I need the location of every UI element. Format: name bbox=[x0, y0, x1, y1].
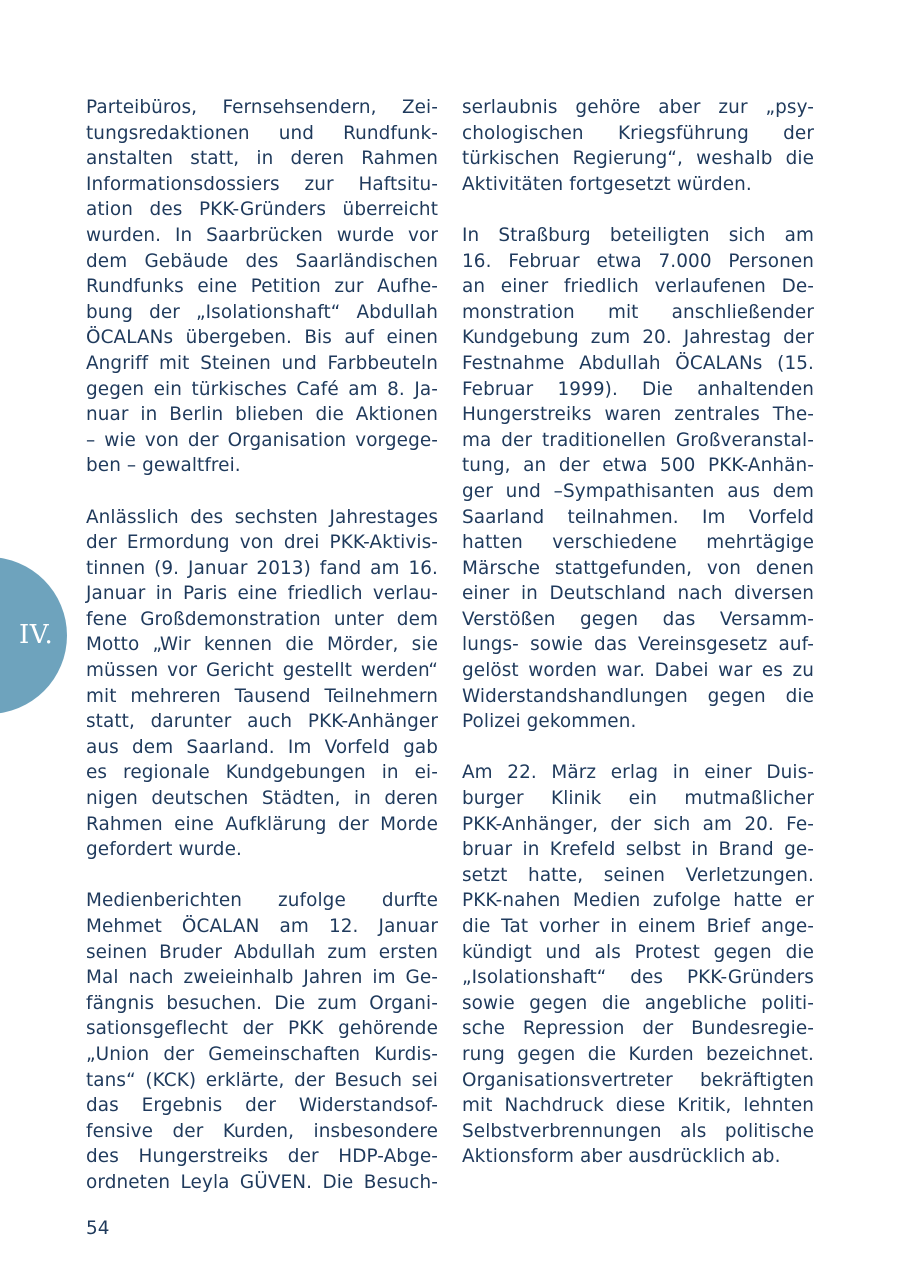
chapter-label: IV. bbox=[19, 620, 54, 650]
paragraph bbox=[462, 760, 814, 1170]
text-line: kündigt und als Protest gegen die bbox=[462, 941, 814, 963]
text-line: Widerstandshandlungen gegen die bbox=[462, 685, 814, 707]
text-line: Kundgebung zum 20. Jahrestag der bbox=[462, 327, 814, 349]
text-line: setzt hatte, seinen Verletzungen. bbox=[462, 864, 814, 886]
text-line: sationsgeflecht der PKK gehörende bbox=[86, 1018, 438, 1040]
text-line: Aktivitäten fortgesetzt würden. bbox=[462, 173, 752, 195]
text-line: ÖCALANs übergeben. Bis auf einen bbox=[86, 327, 438, 349]
text-line: tinnen (9. Januar 2013) fand am 16. bbox=[86, 557, 438, 579]
text-line: sowie gegen die angebliche politi- bbox=[462, 992, 814, 1014]
text-line: Am 22. März erlag in einer Duis- bbox=[462, 762, 814, 784]
text-line: an einer friedlich verlaufenen De- bbox=[462, 276, 814, 298]
text-line: Februar 1999). Die anhaltenden bbox=[462, 378, 814, 400]
right-column bbox=[462, 95, 814, 1170]
text-line: gefordert wurde. bbox=[86, 839, 242, 861]
text-line: „Isolationshaft“ des PKK-Gründers bbox=[462, 967, 814, 989]
text-line: Januar in Paris eine friedlich verlau- bbox=[86, 583, 438, 605]
text-line: seinen Bruder Abdullah zum ersten bbox=[86, 941, 438, 963]
text-line: 16. Februar etwa 7.000 Personen bbox=[462, 250, 814, 272]
text-line: tungsredaktionen und Rundfunk- bbox=[86, 122, 438, 144]
text-line: müssen vor Gericht gestellt werden“ bbox=[86, 660, 438, 682]
text-line: serlaubnis gehöre aber zur „psy- bbox=[462, 97, 814, 118]
text-line: Organisationsvertreter bekräftigten bbox=[462, 1069, 814, 1091]
text-line: aus dem Saarland. Im Vorfeld gab bbox=[86, 736, 438, 758]
text-line: tans“ (KCK) erklärte, der Besuch sei bbox=[86, 1069, 438, 1091]
text-line: lungs- sowie das Vereinsgesetz auf- bbox=[462, 634, 814, 656]
text-line: Motto „Wir kennen die Mörder, sie bbox=[86, 634, 438, 656]
text-line: Mehmet ÖCALAN am 12. Januar bbox=[86, 916, 438, 937]
text-line: mit Nachdruck diese Kritik, lehnten bbox=[462, 1095, 814, 1117]
text-line: das Ergebnis der Widerstandsof- bbox=[86, 1095, 438, 1117]
paragraph-gap bbox=[462, 197, 814, 223]
text-line: In Straßburg beteiligten sich am bbox=[462, 224, 814, 246]
text-line: Anlässlich des sechsten Jahrestages bbox=[86, 506, 438, 528]
text-line: türkischen Regierung“, weshalb die bbox=[462, 148, 814, 170]
text-line: hatten verschiedene mehrtägige bbox=[462, 532, 814, 554]
text-line: monstration mit anschließender bbox=[462, 301, 814, 323]
text-line: Rahmen eine Aufklärung der Morde bbox=[86, 813, 438, 835]
text-line: mit mehreren Tausend Teilnehmern bbox=[86, 685, 438, 707]
text-line: statt, darunter auch PKK-Anhänger bbox=[86, 711, 438, 733]
text-line: nuar in Berlin blieben die Aktionen bbox=[86, 404, 438, 426]
text-line: PKK-nahen Medien zufolge hatte er bbox=[462, 890, 814, 912]
text-line: ben – gewaltfrei. bbox=[86, 455, 241, 477]
text-line: Verstößen gegen das Versamm- bbox=[462, 608, 814, 630]
text-line: anstalten statt, in deren Rahmen bbox=[86, 148, 438, 170]
text-line: Parteibüros, Fernsehsendern, Zei- bbox=[86, 97, 438, 118]
text-line: – wie von der Organisation vorgege- bbox=[86, 429, 438, 451]
text-line: Medienberichten zufolge durfte bbox=[86, 890, 438, 912]
text-line: „Union der Gemeinschaften Kurdis- bbox=[86, 1043, 438, 1065]
text-line: Rundfunks eine Petition zur Aufhe- bbox=[86, 276, 438, 298]
text-line: rung gegen die Kurden bezeichnet. bbox=[462, 1043, 814, 1065]
text-line: dem Gebäude des Saarländischen bbox=[86, 250, 438, 272]
text-line: PKK-Anhänger, der sich am 20. Fe- bbox=[462, 813, 814, 835]
text-line: nigen deutschen Städten, in deren bbox=[86, 788, 438, 810]
text-line: Saarland teilnahmen. Im Vorfeld bbox=[462, 506, 814, 528]
paragraph bbox=[462, 223, 814, 735]
text-line: des Hungerstreiks der HDP-Abge- bbox=[86, 1146, 438, 1168]
text-line: Polizei gekommen. bbox=[462, 711, 637, 733]
paragraph bbox=[86, 505, 438, 863]
text-line: chologischen Kriegsführung der bbox=[462, 122, 814, 144]
text-line: Selbstverbrennungen als politische bbox=[462, 1120, 814, 1142]
text-line: sche Repression der Bundesregie- bbox=[462, 1018, 814, 1040]
text-line: fene Großdemonstration unter dem bbox=[86, 608, 438, 630]
left-column bbox=[86, 95, 438, 1196]
text-line: die Tat vorher in einem Brief ange- bbox=[462, 916, 814, 937]
text-line: fängnis besuchen. Die zum Organi- bbox=[86, 992, 438, 1014]
text-line: burger Klinik ein mutmaßlicher bbox=[462, 788, 814, 810]
paragraph bbox=[86, 888, 438, 1195]
text-line: Festnahme Abdullah ÖCALANs (15. bbox=[462, 352, 814, 374]
text-line: Mal nach zweieinhalb Jahren im Ge- bbox=[86, 967, 438, 989]
paragraph-gap bbox=[86, 479, 438, 505]
paragraph bbox=[86, 95, 438, 479]
text-line: Informationsdossiers zur Haftsitu- bbox=[86, 173, 438, 195]
text-line: ger und –Sympathisanten aus dem bbox=[462, 480, 814, 502]
text-line: ation des PKK-Gründers überreicht bbox=[86, 199, 438, 221]
page-number: 54 bbox=[86, 1218, 110, 1239]
text-line: gelöst worden war. Dabei war es zu bbox=[462, 660, 814, 682]
text-line: wurden. In Saarbrücken wurde vor bbox=[86, 224, 438, 246]
paragraph-gap bbox=[462, 735, 814, 761]
text-line: einer in Deutschland nach diversen bbox=[462, 583, 814, 605]
text-line: tung, an der etwa 500 PKK-Anhän- bbox=[462, 455, 814, 477]
text-line: bung der „Isolationshaft“ Abdullah bbox=[86, 301, 438, 323]
text-line: ma der traditionellen Großveranstal- bbox=[462, 429, 814, 451]
paragraph bbox=[462, 95, 814, 197]
text-line: es regionale Kundgebungen in ei- bbox=[86, 762, 438, 784]
text-line: Aktionsform aber ausdrücklich ab. bbox=[462, 1146, 781, 1168]
text-line: ordneten Leyla GÜVEN. Die Besuch- bbox=[86, 1171, 438, 1193]
text-line: Märsche stattgefunden, von denen bbox=[462, 557, 814, 579]
text-line: Hungerstreiks waren zentrales The- bbox=[462, 404, 814, 426]
text-line: Angriff mit Steinen und Farbbeuteln bbox=[86, 352, 438, 374]
paragraph-gap bbox=[86, 863, 438, 889]
text-line: bruar in Krefeld selbst in Brand ge- bbox=[462, 839, 814, 861]
text-line: gegen ein türkisches Café am 8. Ja- bbox=[86, 378, 438, 400]
text-line: fensive der Kurden, insbesondere bbox=[86, 1120, 438, 1142]
text-line: der Ermordung von drei PKK-Aktivis- bbox=[86, 532, 438, 554]
